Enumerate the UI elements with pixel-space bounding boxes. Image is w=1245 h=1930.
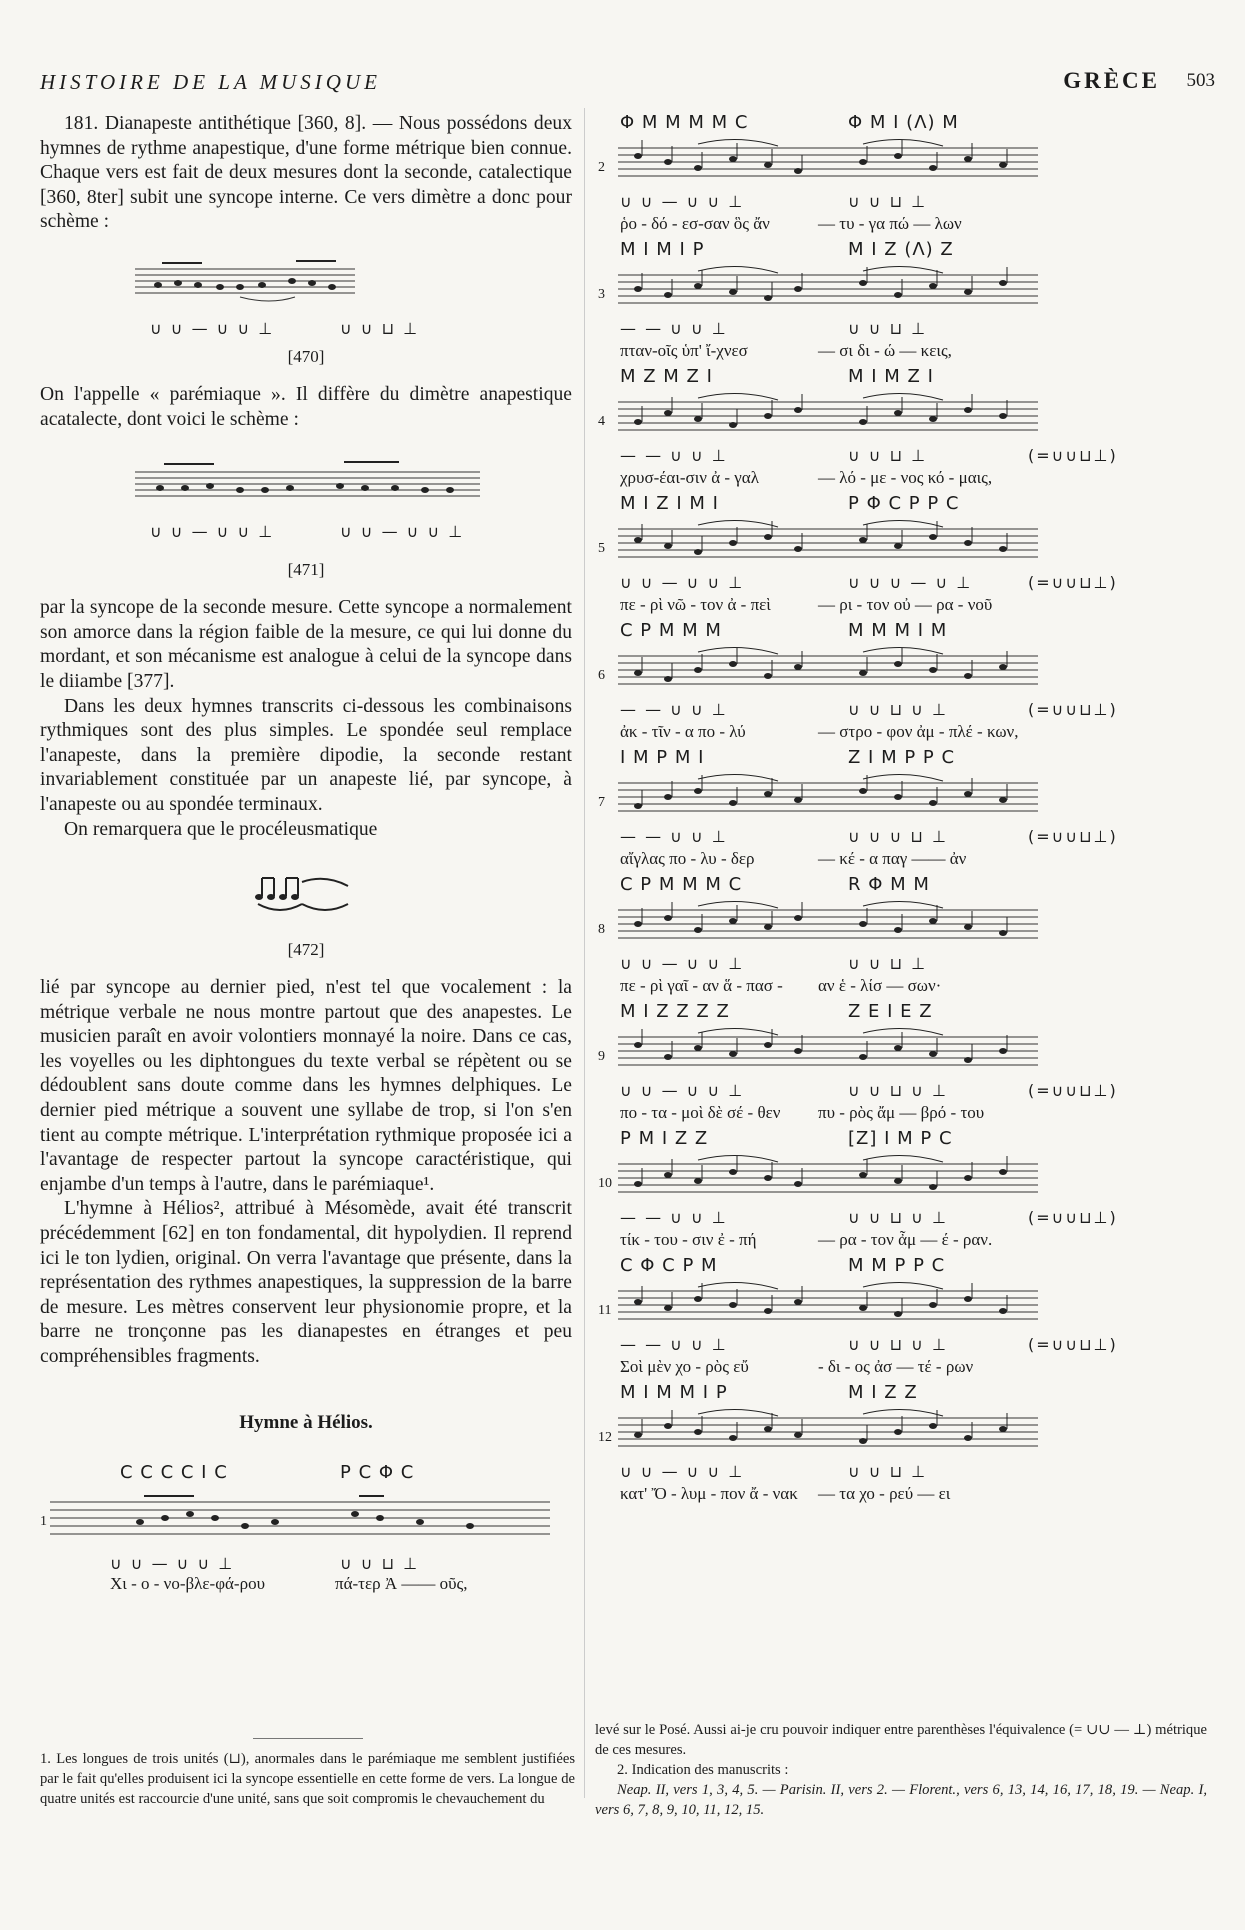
line-number: 3 (598, 287, 605, 302)
notation-letters-b: M M M I M (848, 620, 948, 641)
slur (698, 774, 943, 781)
note-head (964, 924, 972, 930)
column-divider (584, 108, 585, 1798)
note-head (664, 1054, 672, 1060)
meter-b: ∪ ∪ ⊔ ∪ ⊥ (848, 1208, 948, 1227)
greek-text-a: χρυσ-έαι-σιν ἀ - γαλ (620, 468, 759, 487)
right-column (598, 112, 1206, 1509)
greek-text-a: κατ' Ὄ - λυμ - πον ἄ - νακ (620, 1484, 798, 1503)
note-head (764, 295, 772, 301)
note-head (729, 661, 737, 667)
meter-b: ∪ ∪ ⊔ ⊥ (848, 954, 928, 973)
note-head (664, 794, 672, 800)
greek-text-a: Σοὶ μὲν χο - ρὸς εὔ (620, 1357, 749, 1376)
notation-letters-a: M I Z I M I (620, 493, 719, 514)
note-head (694, 283, 702, 289)
notation-letters-a: M I Z Z Z Z (620, 1001, 730, 1022)
note-head (764, 1175, 772, 1181)
meter-a: ∪ ∪ — ∪ ∪ ⊥ (620, 954, 745, 973)
staff-line-6 (618, 642, 1038, 698)
note-head (929, 918, 937, 924)
note-head (929, 1051, 937, 1057)
meter-equivalence: (=∪∪⊔⊥) (1028, 1081, 1118, 1100)
line-number: 1 (40, 1513, 47, 1529)
meter-equivalence: (=∪∪⊔⊥) (1028, 1208, 1118, 1227)
note-head (999, 664, 1007, 670)
running-title: HISTOIRE DE LA MUSIQUE (40, 70, 381, 94)
meter-equivalence: (=∪∪⊔⊥) (1028, 827, 1118, 846)
note-head (729, 918, 737, 924)
note-head (859, 788, 867, 794)
footnotes-left (40, 1738, 575, 1809)
notation-letters-a: M I M M I P (620, 1382, 728, 1403)
hymn-line-7 (598, 747, 1206, 874)
greek-text-a: Χι - ο - νο-βλε-φά-ρου (110, 1573, 265, 1593)
note-head (764, 1042, 772, 1048)
greek-text-b: - δι - ος ἀσ — τέ - ρων (818, 1357, 974, 1376)
note-head (664, 410, 672, 416)
meter-b: ∪ ∪ ⊔ ∪ ⊥ (848, 1081, 948, 1100)
meter-b: ∪ ∪ ⊔ ⊥ (848, 446, 928, 465)
note-head (634, 1432, 642, 1438)
line-number: 6 (598, 668, 605, 683)
footnotes-right (595, 1720, 1207, 1820)
meter-b: ∪ ∪ ⊔ ⊥ (340, 1553, 420, 1573)
page-number: 503 (1186, 70, 1215, 91)
note-head (894, 1178, 902, 1184)
greek-text-a: τίκ - του - σιν ἐ - πή (620, 1230, 757, 1249)
note-head (999, 1426, 1007, 1432)
staff-line-2 (618, 134, 1038, 190)
note-head (999, 1169, 1007, 1175)
note-head (964, 1435, 972, 1441)
example-470 (40, 245, 572, 341)
note-head (964, 1296, 972, 1302)
hymn-title: Hymne à Hélios. (239, 1411, 373, 1433)
notation-letters-b: [Z] I M P C (848, 1128, 953, 1149)
note-head (999, 797, 1007, 803)
footnote-2: 2. Indication des manuscrits : (617, 1762, 789, 1778)
note-head (999, 1048, 1007, 1054)
note-head (764, 673, 772, 679)
note-head (729, 800, 737, 806)
section-title: GRÈCE (1063, 68, 1160, 93)
notation-letters-a: I M P M I (620, 747, 705, 768)
notation-letters-a: M Z M Z I (620, 366, 713, 387)
note-head (929, 283, 937, 289)
staff-example-471 (40, 442, 572, 538)
note-head (794, 797, 802, 803)
note-head (999, 546, 1007, 552)
meter-a: — — ∪ ∪ ⊥ (620, 446, 728, 465)
note-head (859, 159, 867, 165)
note-head (694, 927, 702, 933)
note-head (764, 413, 772, 419)
staff-line-12 (618, 1404, 1038, 1460)
greek-text-a: πο - τα - μοὶ δὲ σέ - θεν (620, 1103, 781, 1122)
note-head (764, 924, 772, 930)
note-head (894, 1311, 902, 1317)
note-head (764, 1426, 772, 1432)
slur (698, 1409, 943, 1416)
note-head (634, 419, 642, 425)
footnote-1-continued: levé sur le Posé. Aussi ai-je cru pouvoir indiquer entre parenthèses l'équivalence (= ∪∪ — ⊥) métrique de ces mesures. (595, 1722, 1207, 1758)
note-head (694, 416, 702, 422)
notation-letters-a: C Φ C P M (620, 1255, 718, 1276)
meter-b: ∪ ∪ ∪ — ∪ ⊥ (848, 573, 973, 592)
note-head (694, 549, 702, 555)
greek-text-a: πε - ρὶ νῶ - τον ἀ - πεὶ (620, 595, 771, 614)
notation-letters-b: M I Z Z (848, 1382, 918, 1403)
slur (698, 520, 943, 527)
note-head (694, 788, 702, 794)
note-head (729, 1302, 737, 1308)
meter-a: — — ∪ ∪ ⊥ (620, 319, 728, 338)
note-head (894, 661, 902, 667)
note-head (929, 1423, 937, 1429)
meter-470a: ∪ ∪ — ∪ ∪ ⊥ (150, 318, 275, 338)
note-head (794, 286, 802, 292)
note-head (929, 416, 937, 422)
footnote-rule (253, 1738, 363, 1739)
note-head (964, 1057, 972, 1063)
note-head (929, 165, 937, 171)
note-head (729, 1435, 737, 1441)
slur (698, 1282, 943, 1289)
line-number: 10 (598, 1176, 612, 1191)
note-head (664, 292, 672, 298)
meter-equivalence: (=∪∪⊔⊥) (1028, 1335, 1118, 1354)
note-head (929, 1184, 937, 1190)
note-head (859, 921, 867, 927)
note-head (964, 540, 972, 546)
hymn-line-3 (598, 239, 1206, 366)
meter-b: ∪ ∪ ⊔ ⊥ (848, 1462, 928, 1481)
greek-text-b: πά-τερ Ἀ —— οῦς, (335, 1573, 468, 1593)
note-head (694, 1178, 702, 1184)
notation-letters-a: C P M M M (620, 620, 722, 641)
note-head (794, 407, 802, 413)
note-head (999, 162, 1007, 168)
note-head (664, 1423, 672, 1429)
note-head (634, 286, 642, 292)
notation-letters-b: M I Z (Λ) Z (848, 239, 954, 260)
meter-a: — — ∪ ∪ ⊥ (620, 1208, 728, 1227)
greek-text-b: — ρι - τον οὐ — ρα - νοῦ (818, 595, 993, 614)
paragraph-vocalement: lié par syncope au dernier pied, n'est tel que vocalement : la métrique verbale ne nous montre partout que des anapestes. Le musicien paraît en avoir volontiers monnayé la noire. Dans ce cas, les voyelles ou les diphtongues du texte verbal se répètent ou se dédoublent sans doute comme dans les hymnes delphiques. Le dernier pied métrique a souvent une syllabe de trop, si l'on s'en tient au compte métrique. L'interprétation rythmique proposée ici a l'avantage de respecter partout la syncope caractéristique, qui enjambe d'un temps à l'autre, dans le parémiaque¹. (40, 977, 572, 1195)
rhythm-figure-472 (40, 864, 572, 934)
meter-b: ∪ ∪ ⊔ ∪ ⊥ (848, 1335, 948, 1354)
note-head (964, 289, 972, 295)
notation-letters-a: P M I Z Z (620, 1128, 709, 1149)
staff-example-470 (40, 245, 572, 341)
note-head (859, 1305, 867, 1311)
note-head (664, 915, 672, 921)
notation-letters-b: Φ M I (Λ) M (848, 112, 959, 133)
note-head (664, 543, 672, 549)
note-head (694, 1045, 702, 1051)
hymn-line-1 (40, 1462, 572, 1602)
note-head (764, 791, 772, 797)
note-head (894, 794, 902, 800)
staff-line-7 (618, 769, 1038, 825)
note-head (664, 676, 672, 682)
note-head (999, 1308, 1007, 1314)
example-471 (40, 442, 572, 542)
note-head (859, 1172, 867, 1178)
note-head (729, 540, 737, 546)
paragraph-paremiaque: On l'appelle « parémiaque ». Il diffère du dimètre anapestique acatalecte, dont voici le schème : (40, 383, 572, 430)
caption-472: [472] (287, 940, 325, 960)
meter-equivalence: (=∪∪⊔⊥) (1028, 446, 1118, 465)
note-head (964, 407, 972, 413)
slur (698, 139, 943, 146)
note-head (729, 289, 737, 295)
caption-471: [471] (287, 560, 325, 580)
staff-line-1 (50, 1492, 570, 1548)
note-head (634, 670, 642, 676)
notation-letters-a: C P M M M C (620, 874, 743, 895)
meter-a: ∪ ∪ — ∪ ∪ ⊥ (620, 192, 745, 211)
note-head (694, 1296, 702, 1302)
note-head (764, 534, 772, 540)
note-head (929, 534, 937, 540)
slur (698, 901, 943, 908)
note-head (894, 543, 902, 549)
paragraph-helios: L'hymne à Hélios², attribué à Mésomède, avait été transcrit précédemment [62] en ton fondamental, dit hypolydien. Il reprend ici le ton lydien, original. On verra l'avantage que présente, dans la représentation des rythmes anapestiques, la suppression de la barre de mesure. Les mètres conservent leur physionomie propre, et la barre ne tronçonne pas les dianapestes en étranges et peu compréhensibles fragments. (40, 1198, 572, 1367)
note-head (634, 1299, 642, 1305)
notation-letters-b: Z I M P P C (848, 747, 956, 768)
staff-line-8 (618, 896, 1038, 952)
hymn-line-11 (598, 1255, 1206, 1382)
note-head (729, 422, 737, 428)
meter-b: ∪ ∪ ∪ ⊔ ⊥ (848, 827, 948, 846)
note-head (634, 1042, 642, 1048)
footnote-manuscripts: Neap. II, vers 1, 3, 4, 5. — Parisin. II, vers 2. — Florent., vers 6, 13, 14, 16, 17, 18, 19. — Neap. I, vers 6, 7, 8, 9, 10, 11, 12, 15. (595, 1782, 1207, 1818)
note-head (794, 1048, 802, 1054)
slur (698, 1028, 943, 1035)
greek-text-b: — τα χο - ρεύ — ει (818, 1484, 951, 1503)
note-head (999, 280, 1007, 286)
meter-b: ∪ ∪ ⊔ ⊥ (848, 192, 928, 211)
greek-text-b: αν ἑ - λίσ — σων· (818, 976, 942, 995)
note-head (634, 1181, 642, 1187)
note-head (794, 1299, 802, 1305)
note-head (729, 1051, 737, 1057)
note-head (894, 153, 902, 159)
note-head (964, 791, 972, 797)
note-head (929, 800, 937, 806)
meter-470b: ∪ ∪ ⊔ ⊥ (340, 318, 420, 338)
line-number: 8 (598, 922, 605, 937)
line-number: 12 (598, 1430, 612, 1445)
footnote-1: 1. Les longues de trois unités (⊔), anormales dans le parémiaque me semblent justifiées par le fait qu'elles produisent ici la syncope essentielle en cette forme de vers. La longue de quatre unités est raccourcie d'une unité, sans que soit compromis le chevauchement du (40, 1751, 575, 1807)
note-head (794, 1432, 802, 1438)
note-head (859, 670, 867, 676)
note-head (634, 153, 642, 159)
left-column (40, 112, 572, 1602)
note-head (929, 667, 937, 673)
line-number: 11 (598, 1303, 612, 1318)
note-head (929, 1302, 937, 1308)
notation-letters-a: Φ M M M M C (620, 112, 749, 133)
staff-line-11 (618, 1277, 1038, 1333)
notation-letters-b: Z E I E Z (848, 1001, 933, 1022)
greek-text-b: — κέ - α παγ —— ἀν (818, 849, 967, 868)
greek-text-b: — λό - με - νος κό - μαις, (818, 468, 993, 487)
meter-a: ∪ ∪ — ∪ ∪ ⊥ (620, 1462, 745, 1481)
greek-text-a: αἴγλας πο - λυ - δερ (620, 849, 755, 868)
hymn-line-8 (598, 874, 1206, 1001)
meter-a: — — ∪ ∪ ⊥ (620, 827, 728, 846)
page-header (40, 70, 1215, 100)
note-head (859, 280, 867, 286)
staff-line-4 (618, 388, 1038, 444)
greek-text-a: πε - ρὶ γαῖ - αν ἅ - πασ - (620, 976, 783, 995)
meter-471b: ∪ ∪ — ∪ ∪ ⊥ (340, 522, 465, 542)
meter-equivalence: (=∪∪⊔⊥) (1028, 573, 1118, 592)
meter-a: — — ∪ ∪ ⊥ (620, 1335, 728, 1354)
greek-text-b: — ρα - τον ἆμ — έ - ραν. (818, 1230, 993, 1249)
note-head (634, 537, 642, 543)
greek-text-b: — στρο - φον ἀμ - πλέ - κων, (818, 722, 1019, 741)
example-472 (40, 864, 572, 934)
notation-letters-b: M M P P C (848, 1255, 946, 1276)
line-number: 2 (598, 160, 605, 175)
note-head (894, 1045, 902, 1051)
notation-letters-b: M I M Z I (848, 366, 934, 387)
note-head (964, 673, 972, 679)
note-head (764, 162, 772, 168)
line-number: 9 (598, 1049, 605, 1064)
paragraph-hymnes: Dans les deux hymnes transcrits ci-dessous les combinaisons rythmiques sont des plus simples. Le spondée seul remplace l'anapeste, dans la première dipodie, la seconde restant invariablement constituée par un anapeste lié, par syncope, à l'anapeste ou au spondée terminaux. (40, 695, 572, 815)
note-head (894, 927, 902, 933)
notation-letters-a: C C C C I C (120, 1461, 228, 1483)
greek-text-b: — σι δι - ώ — κεις, (818, 341, 952, 360)
note-head (794, 664, 802, 670)
note-head (999, 930, 1007, 936)
line-number: 4 (598, 414, 605, 429)
note-head (664, 1172, 672, 1178)
note-head (694, 165, 702, 171)
notation-letters-b: P C Φ C (340, 1461, 415, 1483)
greek-text-b: πυ - ρὸς ἄμ — βρό - του (818, 1103, 985, 1122)
hymn-line-5 (598, 493, 1206, 620)
note-head (794, 915, 802, 921)
line-number: 7 (598, 795, 605, 810)
greek-text-b: — τυ - γα πώ — λων (818, 214, 962, 233)
staff-line-9 (618, 1023, 1038, 1079)
hymn-line-6 (598, 620, 1206, 747)
staff-line-10 (618, 1150, 1038, 1206)
hymn-line-2 (598, 112, 1206, 239)
note-head (764, 1308, 772, 1314)
hymn-line-10 (598, 1128, 1206, 1255)
meter-a: ∪ ∪ — ∪ ∪ ⊥ (110, 1553, 235, 1573)
slur (698, 266, 943, 273)
note-head (634, 803, 642, 809)
greek-text-a: ἀκ - τῖν - α πο - λύ (620, 722, 746, 741)
meter-b: ∪ ∪ ⊔ ∪ ⊥ (848, 700, 948, 719)
note-head (794, 168, 802, 174)
notation-letters-b: R Φ M M (848, 874, 930, 895)
caption-470: [470] (287, 346, 325, 366)
note-head (859, 1054, 867, 1060)
meter-b: ∪ ∪ ⊔ ⊥ (848, 319, 928, 338)
note-head (859, 537, 867, 543)
note-head (794, 546, 802, 552)
slur (698, 647, 943, 654)
slur (698, 393, 943, 400)
note-head (694, 1429, 702, 1435)
meter-a: ∪ ∪ — ∪ ∪ ⊥ (620, 573, 745, 592)
line-number: 5 (598, 541, 605, 556)
note-head (894, 1429, 902, 1435)
hymn-line-12 (598, 1382, 1206, 1509)
note-head (664, 159, 672, 165)
note-head (999, 413, 1007, 419)
note-head (964, 1175, 972, 1181)
note-head (634, 921, 642, 927)
meter-471a: ∪ ∪ — ∪ ∪ ⊥ (150, 522, 275, 542)
note-head (729, 156, 737, 162)
notation-letters-a: M I M I P (620, 239, 705, 260)
greek-text-a: πταν-οῖς ὑπ' ἴ-χνεσ (620, 341, 748, 360)
paragraph-181: 181. Dianapeste antithétique [360, 8]. — Nous possédons deux hymnes de rythme anapestique, d'une forme métrique bien connue. Chaque vers est fait de deux mesures dont la seconde, catalectique [360, 8ter] subit une syncope interne. Ce vers dimètre a donc pour schème : (40, 113, 572, 233)
paragraph-syncope: par la syncope de la seconde mesure. Cette syncope a normalement son amorce dans la région faible de la mesure, ce qui lui donne du mordant, et son mécanisme est analogue à celui de la syncope dans le diiambe [377]. (40, 597, 572, 692)
note-head (694, 667, 702, 673)
staff-line-3 (618, 261, 1038, 317)
note-head (794, 1181, 802, 1187)
meter-a: ∪ ∪ — ∪ ∪ ⊥ (620, 1081, 745, 1100)
note-head (894, 292, 902, 298)
note-head (859, 419, 867, 425)
meter-a: — — ∪ ∪ ⊥ (620, 700, 728, 719)
note-head (859, 1438, 867, 1444)
note-head (894, 410, 902, 416)
note-head (964, 156, 972, 162)
meter-equivalence: (=∪∪⊔⊥) (1028, 700, 1118, 719)
notation-letters-b: P Φ C P P C (848, 493, 960, 514)
staff-line-5 (618, 515, 1038, 571)
hymn-line-9 (598, 1001, 1206, 1128)
note-head (664, 1305, 672, 1311)
paragraph-proceleusmatique: On remarquera que le procéleusmatique (64, 818, 378, 840)
greek-text-a: ῥο - δό - εσ-σαν ὃς ἄν (620, 214, 770, 233)
hymn-line-4 (598, 366, 1206, 493)
slur (698, 1155, 943, 1162)
note-head (729, 1169, 737, 1175)
